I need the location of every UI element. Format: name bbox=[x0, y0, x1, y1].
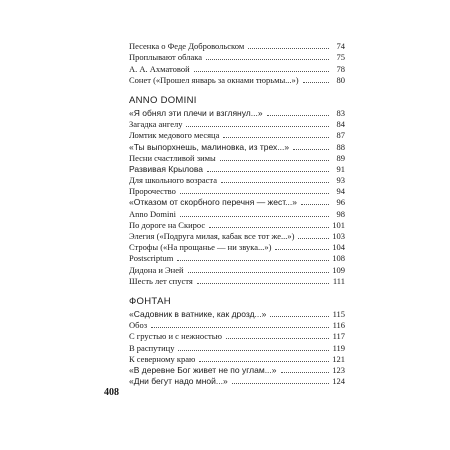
entry-page-number: 116 bbox=[332, 320, 345, 331]
entry-title: К северному краю bbox=[129, 353, 196, 364]
entry-page-number: 121 bbox=[332, 353, 345, 364]
toc-entry bbox=[129, 130, 345, 141]
toc-entry bbox=[129, 220, 345, 231]
entry-title: Песенка о Феде Добровольском bbox=[129, 41, 245, 52]
dot-leader bbox=[267, 115, 329, 116]
toc-entry bbox=[129, 208, 345, 219]
toc-entry bbox=[129, 309, 345, 320]
entry-title: Шесть лет спустя bbox=[129, 275, 193, 286]
dot-leader bbox=[226, 338, 329, 339]
entry-page-number: 89 bbox=[336, 152, 345, 163]
entry-page-number: 123 bbox=[332, 364, 345, 375]
dot-leader bbox=[298, 238, 329, 239]
toc-entry bbox=[129, 141, 345, 152]
entry-title: Пророчество bbox=[129, 186, 176, 197]
toc-entry bbox=[129, 276, 345, 287]
toc-entry bbox=[129, 175, 345, 186]
entry-title: «Садовник в ватнике, как дрозд...» bbox=[129, 308, 267, 319]
entry-page-number: 87 bbox=[336, 130, 345, 141]
dot-leader bbox=[207, 171, 329, 172]
dot-leader bbox=[188, 272, 329, 273]
entry-title: «Ты выпорхнешь, малиновка, из трех...» bbox=[129, 141, 290, 152]
section-heading: ANNO DOMINI bbox=[129, 94, 197, 106]
dot-leader bbox=[223, 137, 329, 138]
dot-leader bbox=[220, 160, 329, 161]
dot-leader bbox=[248, 48, 329, 49]
entry-title: Развивая Крылова bbox=[129, 163, 204, 174]
entry-page-number: 101 bbox=[332, 219, 345, 230]
toc-entry bbox=[129, 253, 345, 264]
toc-entry bbox=[129, 164, 345, 175]
toc-entry bbox=[129, 320, 345, 331]
dot-leader bbox=[151, 327, 329, 328]
toc-entry bbox=[129, 119, 345, 130]
entry-page-number: 74 bbox=[336, 41, 345, 52]
toc-entry bbox=[129, 342, 345, 353]
dot-leader bbox=[206, 59, 329, 60]
entry-page-number: 78 bbox=[336, 63, 345, 74]
entry-title: Песни счастливой зимы bbox=[129, 152, 216, 163]
entry-page-number: 104 bbox=[332, 242, 345, 253]
dot-leader bbox=[303, 82, 329, 83]
toc-entry bbox=[129, 365, 345, 376]
toc-entry bbox=[129, 231, 345, 242]
toc-entry bbox=[129, 52, 345, 63]
entry-title: В распутицу bbox=[129, 342, 175, 353]
dot-leader bbox=[178, 350, 329, 351]
entry-page-number: 115 bbox=[332, 308, 345, 319]
dot-leader bbox=[232, 383, 329, 384]
entry-page-number: 84 bbox=[336, 119, 345, 130]
toc-entry bbox=[129, 242, 345, 253]
entry-page-number: 91 bbox=[336, 163, 345, 174]
dot-leader bbox=[221, 182, 329, 183]
dot-leader bbox=[275, 249, 329, 250]
dot-leader bbox=[281, 372, 329, 373]
entry-title: «Отказом от скорбного перечня — жест...» bbox=[129, 197, 297, 208]
page-number: 408 bbox=[104, 387, 119, 398]
dot-leader bbox=[177, 260, 329, 261]
dot-leader bbox=[180, 216, 329, 217]
toc-entry bbox=[129, 331, 345, 342]
entry-title: Postscriptum bbox=[129, 253, 174, 264]
entry-page-number: 94 bbox=[336, 186, 345, 197]
dot-leader bbox=[180, 193, 329, 194]
entry-page-number: 103 bbox=[332, 231, 345, 241]
dot-leader bbox=[293, 149, 329, 150]
entry-page-number: 109 bbox=[332, 264, 345, 275]
entry-title: Строфы («На прощанье — ни звука...») bbox=[129, 242, 272, 253]
dot-leader bbox=[194, 71, 329, 72]
toc-section bbox=[129, 295, 345, 387]
entry-title: «Дни бегут надо мной...» bbox=[129, 376, 228, 387]
toc-entry bbox=[129, 41, 345, 52]
entry-page-number: 75 bbox=[336, 52, 345, 63]
dot-leader bbox=[199, 361, 329, 362]
dot-leader bbox=[186, 126, 329, 127]
entry-title: «В деревне Бог живет не по углам...» bbox=[129, 364, 277, 375]
entry-page-number: 88 bbox=[336, 141, 345, 152]
entry-title: Проплывают облака bbox=[129, 52, 203, 63]
entry-page-number: 119 bbox=[332, 342, 345, 353]
entry-title: Дидона и Эней bbox=[129, 264, 184, 275]
entry-title: Ломтик медового месяца bbox=[129, 130, 220, 141]
entry-page-number: 83 bbox=[336, 107, 345, 118]
toc-section bbox=[129, 94, 345, 287]
entry-title: По дороге на Скирос bbox=[129, 219, 206, 230]
entry-page-number: 93 bbox=[336, 175, 345, 186]
toc-entry bbox=[129, 63, 345, 74]
entry-title: С грустью и с нежностью bbox=[129, 331, 222, 342]
entry-page-number: 108 bbox=[332, 253, 345, 264]
entry-title: Anno Domini bbox=[129, 208, 176, 219]
toc-section bbox=[129, 41, 345, 86]
toc-entry bbox=[129, 186, 345, 197]
dot-leader bbox=[301, 204, 329, 205]
entry-title: Обоз bbox=[129, 320, 148, 331]
toc-entry bbox=[129, 376, 345, 387]
dot-leader bbox=[270, 316, 329, 317]
entry-page-number: 80 bbox=[336, 74, 345, 85]
entry-page-number: 111 bbox=[332, 275, 345, 286]
entry-page-number: 96 bbox=[336, 197, 345, 208]
toc-entry bbox=[129, 75, 345, 86]
toc-entry bbox=[129, 354, 345, 365]
toc-entry bbox=[129, 264, 345, 275]
toc-entry bbox=[129, 197, 345, 208]
entry-page-number: 124 bbox=[332, 376, 345, 387]
entry-page-number: 117 bbox=[332, 331, 345, 342]
toc-entry bbox=[129, 108, 345, 119]
entry-title: А. А. Ахматовой bbox=[129, 63, 190, 74]
entry-title: Для школьного возраста bbox=[129, 175, 217, 186]
entry-title: Сонет («Прошел январь за окнами тюрьмы...») bbox=[129, 74, 299, 85]
entry-title: Загадка ангелу bbox=[129, 119, 183, 130]
entry-title: «Я обнял эти плечи и взглянул...» bbox=[129, 107, 263, 118]
section-heading: ФОНТАН bbox=[129, 295, 171, 307]
toc-entry bbox=[129, 153, 345, 164]
dot-leader bbox=[209, 227, 329, 228]
entry-title: Элегия («Подруга милая, кабак все тот же...») bbox=[129, 231, 295, 241]
dot-leader bbox=[197, 283, 329, 284]
table-of-contents bbox=[129, 41, 345, 387]
entry-page-number: 98 bbox=[336, 208, 345, 219]
